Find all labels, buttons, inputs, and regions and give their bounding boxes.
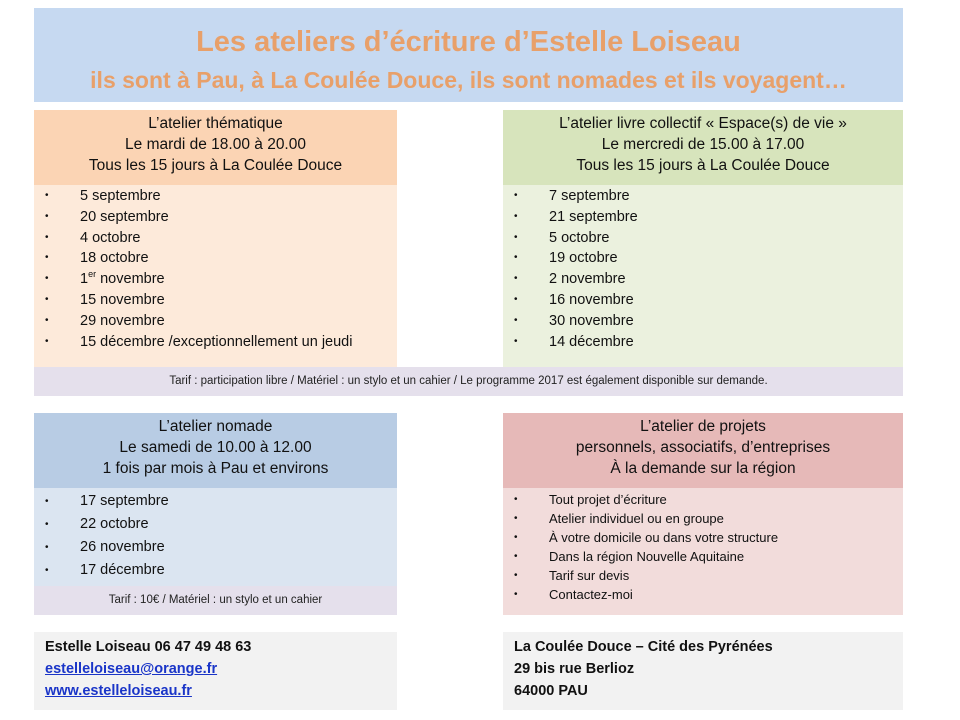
bullet-icon: • [45, 273, 49, 285]
bullet-icon: • [514, 589, 518, 600]
list-item: • 4 octobre [34, 228, 397, 249]
list-item: • 14 décembre [503, 332, 903, 353]
thematique-header [34, 110, 397, 185]
nomade-dates [34, 488, 397, 582]
bullet-icon: • [45, 252, 49, 264]
collectif-schedule: Le mercredi de 15.00 à 17.00 [601, 136, 805, 153]
bullet-icon: • [45, 335, 49, 347]
bullet-icon: • [45, 293, 49, 305]
projets-body [503, 488, 903, 615]
thematique-frequency: Tous les 15 jours à La Coulée Douce [88, 157, 343, 174]
header-banner [34, 8, 903, 102]
thematique-title: L’atelier thématique [148, 115, 283, 132]
bullet-icon: • [45, 519, 49, 530]
tarif-general-text: Tarif : participation libre / Matériel : un stylo et un cahier / Le programme 2017 est également disponible sur demande. [169, 375, 768, 387]
list-item [34, 269, 397, 290]
list-item: • Atelier individuel ou en groupe [514, 511, 724, 526]
list-item: • 20 septembre [34, 207, 397, 228]
thematique-schedule: Le mardi de 18.00 à 20.00 [125, 136, 306, 153]
bullet-icon: • [45, 565, 49, 576]
bullet-icon: • [514, 273, 518, 285]
contact-block [34, 632, 397, 710]
list-item: • Tarif sur devis [514, 568, 630, 583]
address-city: 64000 PAU [514, 683, 588, 699]
list-item: • 17 décembre [34, 559, 397, 582]
address-place: La Coulée Douce – Cité des Pyrénées [514, 639, 773, 655]
nomade-header [34, 413, 397, 488]
list-item: • 18 octobre [34, 248, 397, 269]
nomade-frequency: 1 fois par mois à Pau et environs [102, 460, 329, 477]
list-item: • 2 novembre [503, 269, 903, 290]
list-item: • 22 octobre [34, 513, 397, 536]
projets-title: L’atelier de projets [640, 418, 766, 435]
projets-availability: À la demande sur la région [610, 460, 796, 477]
list-item: • Contactez-moi [514, 587, 633, 602]
list-item: • 5 octobre [503, 228, 903, 249]
list-item: • 5 septembre [34, 186, 397, 207]
collectif-frequency: Tous les 15 jours à La Coulée Douce [576, 157, 830, 174]
list-item: • 26 novembre [34, 536, 397, 559]
bullet-icon: • [514, 231, 518, 243]
bullet-icon: • [514, 314, 518, 326]
list-item: • 19 octobre [503, 248, 903, 269]
bullet-icon: • [514, 293, 518, 305]
collectif-dates [503, 185, 903, 352]
contact-website-link[interactable]: www.estelleloiseau.fr [45, 683, 192, 699]
bullet-icon: • [45, 496, 49, 507]
list-item: • 15 décembre /exceptionnellement un jeudi [34, 332, 397, 353]
projets-items [503, 488, 903, 604]
list-item: • 21 septembre [503, 207, 903, 228]
list-item: • Tout projet d’écriture [514, 492, 667, 507]
contact-name-phone: Estelle Loiseau 06 47 49 48 63 [45, 639, 252, 655]
bullet-icon: • [45, 314, 49, 326]
bullet-icon: • [514, 551, 518, 562]
collectif-header [503, 110, 903, 185]
list-item: • 30 novembre [503, 311, 903, 332]
bullet-icon: • [514, 570, 518, 581]
list-item: • 29 novembre [34, 311, 397, 332]
address-street: 29 bis rue Berlioz [514, 661, 635, 677]
collectif-title: L’atelier livre collectif « Espace(s) de vie » [559, 115, 847, 132]
collectif-body [503, 185, 903, 367]
projets-audience: personnels, associatifs, d’entreprises [575, 439, 831, 456]
bullet-icon: • [514, 494, 518, 505]
thematique-body [34, 185, 397, 367]
list-item: • Dans la région Nouvelle Aquitaine [514, 549, 745, 564]
bullet-icon: • [45, 542, 49, 553]
bullet-icon: • [514, 190, 518, 201]
bullet-icon: • [45, 231, 49, 243]
tarif-general [34, 367, 903, 396]
page-subtitle: ils sont à Pau, à La Coulée Douce, ils sont nomades et ils voyagent… [90, 67, 847, 93]
bullet-icon: • [45, 190, 49, 201]
bullet-icon: • [514, 210, 518, 222]
projets-header [503, 413, 903, 488]
list-item: • 17 septembre [34, 490, 397, 513]
bullet-icon: • [514, 252, 518, 264]
list-item: • 7 septembre [503, 186, 903, 207]
tarif-nomade-text: Tarif : 10€ / Matériel : un stylo et un cahier [108, 594, 323, 606]
address-block [503, 632, 903, 710]
bullet-icon: • [514, 513, 518, 524]
list-item: • 16 novembre [503, 290, 903, 311]
thematique-dates [34, 185, 397, 352]
bullet-icon: • [514, 335, 518, 347]
list-item: • 15 novembre [34, 290, 397, 311]
bullet-icon: • [514, 532, 518, 543]
date-first-november: 1er novembre [80, 269, 165, 288]
nomade-schedule: Le samedi de 10.00 à 12.00 [119, 439, 312, 456]
list-item: • À votre domicile ou dans votre structure [514, 530, 779, 545]
page-title: Les ateliers d’écriture d’Estelle Loiseau [196, 26, 741, 58]
bullet-icon: • [45, 210, 49, 222]
nomade-title: L’atelier nomade [158, 418, 273, 435]
tarif-nomade [34, 586, 397, 615]
contact-email-link[interactable]: estelleloiseau@orange.fr [45, 661, 218, 677]
nomade-body [34, 488, 397, 586]
